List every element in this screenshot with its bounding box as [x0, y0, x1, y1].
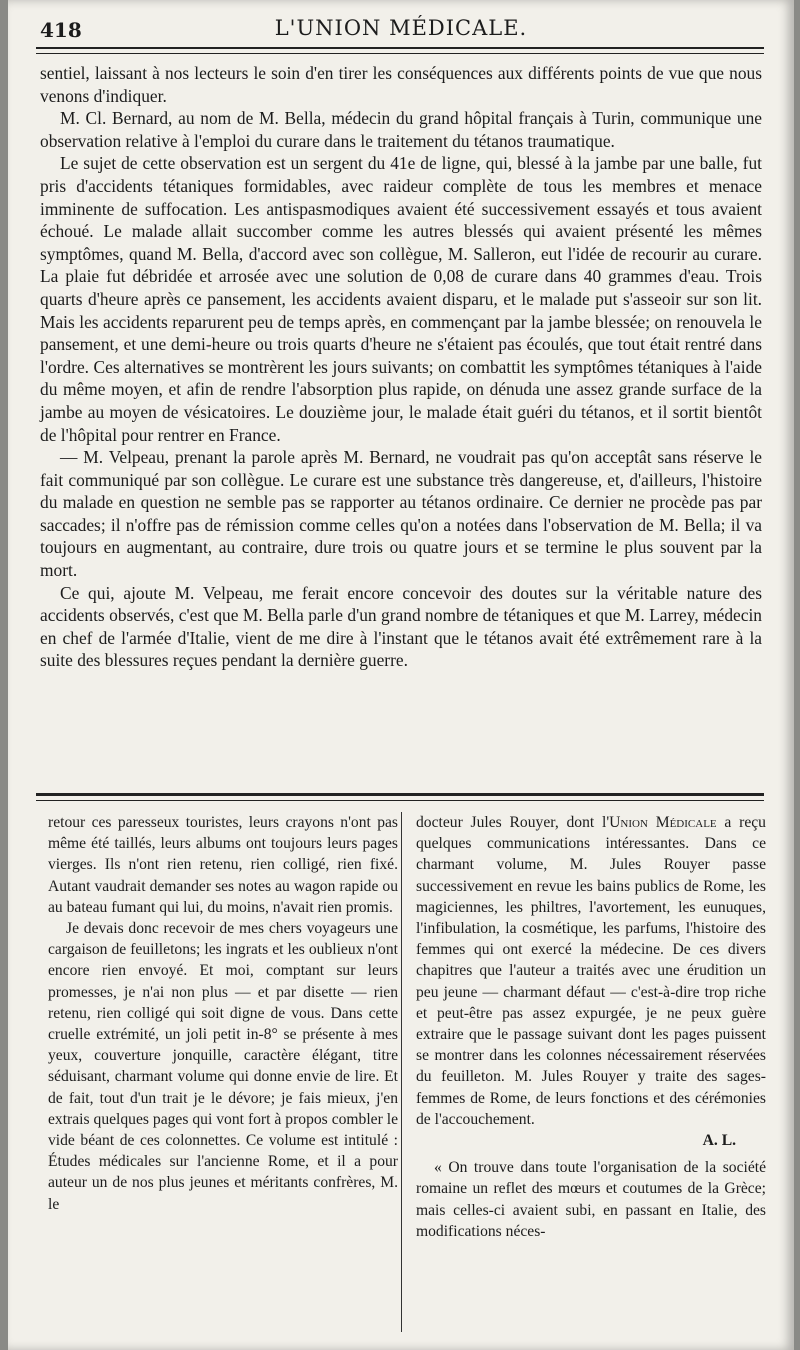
- paragraph: Le sujet de cette observation est un sergent du 41e de ligne, qui, blessé à la jambe par une balle, fut pris d'accidents tétaniques formidables, avec raideur complète de tous les membres et menace imminente de suffocation. Les antispasmodiques avaient été successivement essayés et tous avaient échoué. Le malade allait succomber comme les autres blessés qui avaient présenté les mêmes symptômes, quand M. Bella, d'accord avec son collègue, M. Salleron, eut l'idée de recourir au curare. La plaie fut débridée et arrosée avec une solution de 0,08 de curare dans 40 grammes d'eau. Trois quarts d'heure après ce pansement, les accidents avaient disparu, et le malade put s'asseoir sur son lit. Mais les accidents reparurent peu de temps après, en commençant par la jambe blessée; on renouvela le pansement, et une demi-heure ou trois quarts d'heure ne s'étaient pas écoulés, que tout était rentré dans l'ordre. Ces alternatives se montrèrent les jours suivants; on combattit les symptômes tétaniques à l'aide du même moyen, et afin de rendre l'absorption plus rapide, on dénuda une assez grande surface de la jambe au moyen de vésicatoires. Le douzième jour, le malade était guéri du tétanos, et il sortit bientôt de l'hôpital pour rentrer en France.: [40, 153, 762, 445]
- page-number: 418: [40, 18, 82, 42]
- article-body: [40, 62, 762, 672]
- header-rule-thin: [36, 53, 764, 54]
- feuilleton-left-column: [48, 812, 398, 1215]
- paragraph: M. Cl. Bernard, au nom de M. Bella, médecin du grand hôpital français à Turin, communique une observation relative à l'emploi du curare dans le traitement du tétanos traumatique.: [40, 108, 762, 151]
- paragraph: — M. Velpeau, prenant la parole après M. Bernard, ne voudrait pas qu'on acceptât sans réserve le fait communiqué par son collègue. Le curare est une substance très dangereuse, et, d'ailleurs, l'histoire du malade en question ne semble pas se rapporter au tétanos ordinaire. Ce dernier ne procède pas par saccades; il n'offre pas de rémission comme celles qu'on a notées dans l'observation de M. Bella; il va toujours en augmentant, au contraire, dure trois ou quatre jours et se termine le plus souvent par la mort.: [40, 447, 762, 581]
- page: [8, 0, 794, 1350]
- paragraph: sentiel, laissant à nos lecteurs le soin d'en tirer les conséquences aux différents points de vue que nous venons d'indiquer.: [40, 63, 762, 106]
- paragraph: retour ces paresseux touristes, leurs crayons n'ont pas même été taillés, leurs albums ont toujours leurs pages vierges. Ils n'ont rien retenu, rien colligé, rien fixé. Autant vaudrait demander ses notes au wagon rapide ou au bateau fumant qui lui, du moins, n'avait rien promis.: [48, 814, 398, 916]
- header-rule: [36, 47, 764, 49]
- text-run: docteur Jules Rouyer, dont l': [416, 814, 610, 831]
- feuilleton-rule: [36, 793, 764, 796]
- signature: A. L.: [702, 1132, 736, 1150]
- feuilleton-rule-thin: [36, 800, 764, 801]
- paragraph: [416, 812, 766, 1130]
- paragraph: « On trouve dans toute l'organisation de la société romaine un reflet des mœurs et coutumes de la Grèce; mais celles-ci avaient subi, en passant en Italie, des modifications néces-: [416, 1159, 766, 1240]
- page-header: [38, 14, 764, 44]
- column-divider: [401, 812, 402, 1332]
- journal-name: Union Médicale: [609, 814, 717, 831]
- text-run: a reçu quelques communications intéressantes. Dans ce charmant volume, M. Jules Rouyer passe successivement en revue les bains publics de Rome, les magiciennes, les philtres, l'avortement, les eunuques, l'infibulation, la cosmétique, les parfums, l'histoire des femmes qui ont exercé la médecine. De ces divers chapitres que l'auteur a traités avec une érudition un peu jeune — charmant défaut — c'est-à-dire trop riche et peut-être pas assez expurgée, je ne peux guère extraire que le passage suivant dont les pages puissent se montrer dans les colonnes nécessairement réservées du feuilleton. M. Jules Rouyer y traite des sages-femmes de Rome, de leurs fonctions et des cérémonies de l'accouchement.: [416, 814, 766, 1128]
- running-title: L'UNION MÉDICALE.: [274, 16, 528, 40]
- paragraph: Ce qui, ajoute M. Velpeau, me ferait encore concevoir des doutes sur la véritable nature des accidents observés, c'est que M. Bella parle d'un grand nombre de tétaniques et que M. Larrey, médecin en chef de l'armée d'Italie, vient de me dire à l'instant que le tétanos avait été extrêmement rare à la suite des blessures reçues pendant la dernière guerre.: [40, 582, 762, 671]
- paragraph: Je devais donc recevoir de mes chers voyageurs une cargaison de feuilletons; les ingrats et les oublieux n'ont encore rien envoyé. Et moi, comptant sur leurs promesses, je n'ai non plus — et par disette — rien retenu, rien colligé qui soit digne de vous. Dans cette cruelle extrémité, un joli petit in-8° se présente à mes yeux, couverture jonquille, caractère élégant, titre séduisant, charmant volume qui donne envie de lire. Et de fait, tout d'un trait je le dévore; je fais mieux, j'en extrais quelques pages qui vont fort à propos combler le vide béant de ces colonnettes. Ce volume est intitulé : Études médicales sur l'ancienne Rome, et il a pour auteur un de nos plus jeunes et méritants confrères, M. le: [48, 920, 398, 1213]
- feuilleton-right-column: [416, 812, 766, 1242]
